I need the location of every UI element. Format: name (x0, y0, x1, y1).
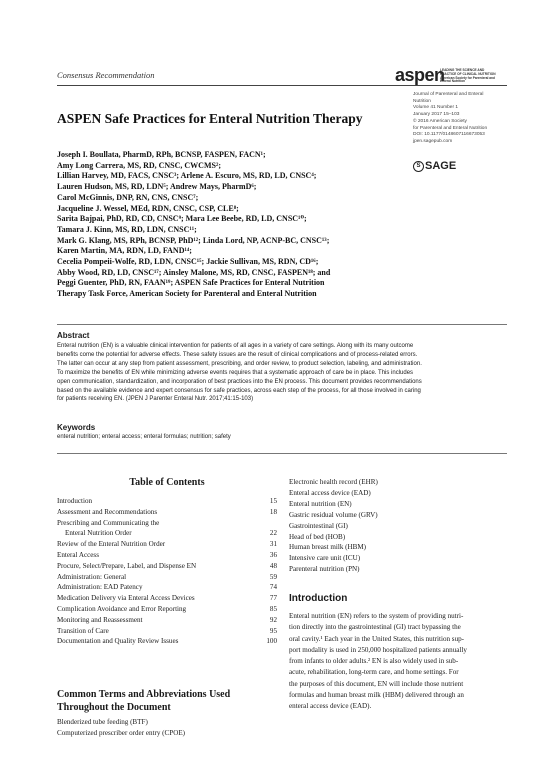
section-label: Consensus Recommendation (57, 70, 155, 80)
term-item: Electronic health record (EHR) (289, 478, 378, 486)
toc-entry-title: Enteral Access (57, 550, 99, 559)
introduction-line: from infants to older adults.² EN is also widely used in sub- (289, 657, 459, 666)
journal-meta-line: Volume 41 Number 1 (413, 105, 459, 111)
term-item: Intensive care unit (ICU) (289, 554, 361, 563)
toc-entry-title: Assessment and Recommendations (57, 507, 158, 516)
logo-tagline-line: PRACTICE OF CLINICAL NUTRITION (440, 71, 496, 76)
toc-entry-title: Transition of Care (57, 626, 109, 635)
abstract-line: for patients receiving EN. (JPEN J Parenter Enteral Nutr. 2017;41:15-103) (57, 396, 254, 403)
toc-entry-title: Administration: General (57, 572, 127, 581)
abstract-line: benefits come the potential for adverse effects. These safety issues are the result of clinical complications and of process-related errors. (57, 351, 418, 358)
toc-entry[interactable] (57, 539, 277, 550)
toc-entry-page: 22 (269, 529, 277, 538)
terms-heading (57, 688, 277, 714)
term-item: Gastric residual volume (GRV) (289, 510, 378, 519)
author-line: Abby Wood, RD, LD, CNSC¹⁷; Ainsley Malone, MS, RD, CNSC, FASPEN¹⁸; and (57, 267, 331, 277)
author-line: Joseph I. Boullata, PharmD, RPh, BCNSP, FASPEN, FACN¹; (57, 150, 266, 159)
toc-entry-page: 77 (269, 594, 277, 603)
toc-entry-page: 100 (266, 637, 277, 646)
abstract-line: based on the available evidence and expert consensus for safe practices, across each step of the process, for all those involved in caring (57, 387, 421, 394)
journal-website-link[interactable]: jpen.sagepub.com (413, 138, 453, 144)
terms-list-left (57, 717, 185, 739)
logo-wordmark: aspen (395, 65, 445, 85)
abstract-body (57, 342, 507, 404)
author-line: Sarita Bajpai, PhD, RD, CD, CNSC⁹; Mara Lee Beebe, RD, LD, CNSC¹⁰; (57, 214, 307, 224)
toc-entry[interactable] (57, 593, 277, 604)
author-line: Cecelia Pompeii-Wolfe, RD, LDN, CNSC¹⁵; Jackie Sullivan, MS, RDN, CD¹⁶; (57, 257, 319, 267)
toc-entry[interactable] (57, 615, 277, 626)
toc-entry[interactable] (57, 582, 277, 593)
article-title: ASPEN Safe Practices for Enteral Nutrition Therapy (57, 111, 363, 126)
abstract-line: Enteral nutrition (EN) is a valuable clinical intervention for patients of all ages in a variety of care settings. Along with its many outcome (57, 343, 414, 349)
introduction-line: acute, rehabilitation, long-term care, and home settings. For (289, 668, 459, 677)
journal-meta-line: © 2016 American Society (413, 118, 467, 124)
term-item: Enteral access device (EAD) (289, 488, 371, 497)
logo-tagline-line: American Society for Parenteral and Enteral Nutrition (440, 75, 495, 84)
journal-doi[interactable]: DOI: 10.1177/0148607116673053 (413, 132, 485, 138)
toc-entry-page: 74 (269, 583, 277, 592)
abstract-line: open communication, standardization, and incorporation of best practices into the EN process. This document provides recommendations (57, 378, 422, 385)
toc-entry-title: Complication Avoidance and Error Reporting (57, 604, 187, 613)
term-item: Enteral nutrition (EN) (289, 499, 352, 508)
toc-entry-page: 95 (269, 626, 277, 635)
toc-entry-title: Review of the Enteral Nutrition Order (57, 540, 166, 549)
introduction-line: formulas and human breast milk (HBM) delivered through an (289, 691, 464, 700)
introduction-line: the purposes of this document, EN will include those nutrient (289, 679, 464, 688)
toc-entry[interactable] (57, 572, 277, 583)
introduction-line: port modality is used in 250,000 hospitalized patients annually (289, 645, 467, 654)
toc-entry[interactable] (57, 550, 277, 561)
journal-meta-line: January 2017 15–103 (413, 112, 460, 118)
toc-entry-title: Documentation and Quality Review Issues (57, 637, 179, 646)
author-line: Lauren Hudson, MS, RD, LDN⁵; Andrew Mays, PharmD⁶; (57, 182, 257, 192)
toc-entry-page: 18 (269, 507, 277, 516)
terms-heading-line: Common Terms and Abbreviations Used (57, 689, 231, 700)
author-line: Carol McGinnis, DNP, RN, CNS, CNSC⁷; (57, 192, 199, 202)
table-of-contents (57, 496, 277, 647)
introduction-body (289, 611, 507, 713)
sage-logo (413, 160, 456, 172)
header-divider (57, 85, 507, 86)
toc-entry-page: 15 (269, 497, 277, 505)
toc-entry-title: Procure, Select/Prepare, Label, and Dispense EN (57, 561, 197, 570)
term-item: Head of bed (HOB) (289, 532, 346, 541)
introduction-line: tion directly into the gastrointestinal (GI) tract bypassing the (289, 623, 461, 632)
logo-tagline-line: LEADING THE SCIENCE AND (440, 68, 485, 72)
term-item: Blenderized tube feeding (BTF) (57, 718, 148, 726)
introduction-line: oral cavity.¹ Each year in the United States, this nutrition sup- (289, 634, 465, 643)
term-item: Parenteral nutrition (PN) (289, 565, 360, 574)
abstract-line: The latter can occur at any step from patient assessment, prescribing, and order review, to product selection, labeling, and administration. (57, 360, 422, 367)
term-item: Computerized prescriber order entry (CPOE) (57, 728, 186, 737)
keywords-divider (57, 453, 507, 454)
toc-entry-page: 48 (269, 561, 277, 570)
introduction-line: Enteral nutrition (EN) refers to the system of providing nutri- (289, 612, 464, 620)
term-item: Human breast milk (HBM) (289, 543, 367, 552)
abstract-line: To maximize the benefits of EN while minimizing adverse events requires that a systematic approach of care be in place. This includes (57, 369, 414, 376)
aspen-logo (395, 66, 505, 86)
abstract-divider (57, 324, 507, 325)
toc-entry[interactable] (57, 518, 277, 529)
sage-wordmark: SAGE (425, 160, 457, 172)
sage-circle-icon: S (413, 161, 424, 172)
toc-entry-title: Prescribing and Communicating the (57, 518, 160, 527)
toc-entry[interactable] (57, 507, 277, 518)
term-item: Gastrointestinal (GI) (289, 521, 348, 530)
toc-entry-title: Enteral Nutrition Order (65, 529, 132, 538)
author-line: Tamara J. Kinn, MS, RD, LDN, CNSC¹¹; (57, 224, 197, 234)
toc-entry-page: 36 (269, 550, 277, 559)
journal-meta-line: Journal of Parenteral and Enteral (413, 92, 484, 97)
journal-meta-line: Nutrition (413, 98, 431, 104)
toc-heading: Table of Contents (129, 477, 205, 488)
author-line: Jacqueline J. Wessel, MEd, RDN, CNSC, CSP, CLE⁸; (57, 203, 239, 213)
journal-meta-line: for Parenteral and Enteral Nutrition (413, 125, 488, 131)
toc-entry[interactable] (57, 626, 277, 637)
toc-entry-title: Administration: EAD Patency (57, 583, 143, 592)
toc-entry-page: 59 (269, 572, 277, 581)
introduction-heading: Introduction (289, 593, 348, 604)
toc-entry[interactable] (57, 561, 277, 572)
keywords-heading: Keywords (57, 423, 96, 432)
toc-entry[interactable] (57, 604, 277, 615)
author-line: Lillian Harvey, MD, FACS, CNSC³; Arlene A. Escuro, MS, RD, LD, CNSC⁴; (57, 171, 317, 181)
author-line: Therapy Task Force, American Society for Parenteral and Enteral Nutrition (57, 289, 317, 299)
logo-tagline (440, 69, 506, 84)
toc-entry-title: Monitoring and Reassessment (57, 615, 143, 624)
abstract-heading: Abstract (57, 331, 90, 340)
author-line: Mark G. Klang, MS, RPh, BCNSP, PhD¹²; Linda Lord, NP, ACNP-BC, CNSC¹³; (57, 235, 330, 245)
terms-heading-line: Throughout the Document (57, 702, 171, 713)
author-line: Peggi Guenter, PhD, RN, FAAN¹⁹; ASPEN Safe Practices for Enteral Nutrition (57, 278, 325, 288)
toc-entry-page: 31 (269, 540, 277, 549)
toc-entry[interactable] (57, 496, 277, 507)
keywords-text: enteral nutrition; enteral access; enteral formulas; nutrition; safety (57, 434, 231, 440)
toc-entry-title: Medication Delivery via Enteral Access Devices (57, 594, 195, 603)
toc-entry-page: 92 (269, 615, 277, 624)
author-line: Amy Long Carrera, MS, RD, CNSC, CWCMS²; (57, 160, 222, 170)
author-list (57, 150, 409, 300)
journal-meta (413, 92, 513, 146)
toc-entry[interactable] (57, 636, 277, 647)
author-line: Karen Martin, MA, RDN, LD, FAND¹⁴; (57, 246, 192, 256)
toc-entry[interactable] (57, 528, 277, 539)
terms-list-right (289, 477, 378, 575)
introduction-line: enteral access device (EAD). (289, 702, 372, 711)
toc-entry-page: 85 (269, 604, 277, 613)
toc-entry-title: Introduction (57, 497, 93, 505)
